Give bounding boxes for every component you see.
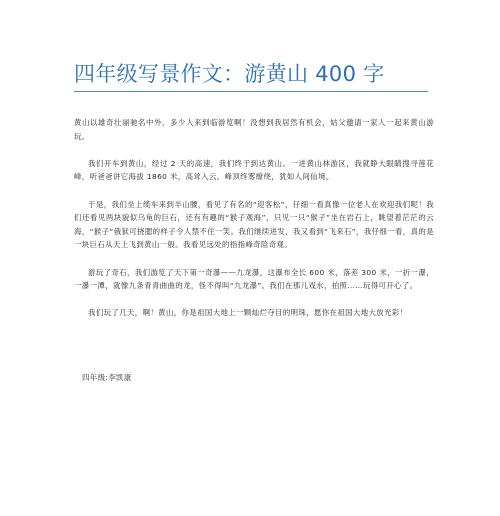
title-divider [74, 91, 428, 92]
paragraph-3: 于是，我们坐上缆车来到半山腰，看见了有名的“迎客松”，仔细一看真像一位老人在欢迎我们呢！我们还看见两块貌似乌龟的巨石，还有有趣的“猴子观海”，只见一只“猴子”坐在岩石上，眺望着茫茫的云海，“猴子”俄狱可挠腮的样子令人禁不住一笑。我们继续进发，我又看到“飞来石”，我仔细一看，真的是一块巨石从天上飞到黄山一般。我看见远处的指指峰奇险奇观。 [74, 199, 434, 250]
page-title: 四年级写景作文：游黄山 400 字 [74, 62, 385, 86]
author-signature: 四年级:李凯康 [82, 373, 132, 382]
paragraph-1: 黄山以雄奇壮丽驰名中外，多少人来到临游览啊！没想到我居然有机会，姑父邀请一家人一起来黄山游玩。 [74, 118, 434, 141]
paragraph-2: 我们开车到黄山，经过 2 天的高速，我们终于到达黄山。一进黄山林游区，我就睁大眼睛搜寻莲花峰，听爸爸讲它海拔 1860 米，高耸入云，峰顶终雾缭绕，犹如人间仙境。 [74, 158, 434, 182]
paragraph-4: 游玩了奇石，我们游览了天下第一奇瀑——九龙瀑，这瀑布全长 600 米，落差 300 米，一折一瀑，一瀑一潭，就像九条青青曲曲的龙，怪不得叫“九龙瀑”。我们在那儿戏水，拍照……玩得可开心了。 [74, 267, 434, 291]
paragraph-5: 我们玩了几天，啊！黄山，你是祖国大地上一颗灿烂夺目的明珠，愿你在祖国大地大放光彩！ [88, 308, 408, 318]
article-body [74, 116, 434, 334]
